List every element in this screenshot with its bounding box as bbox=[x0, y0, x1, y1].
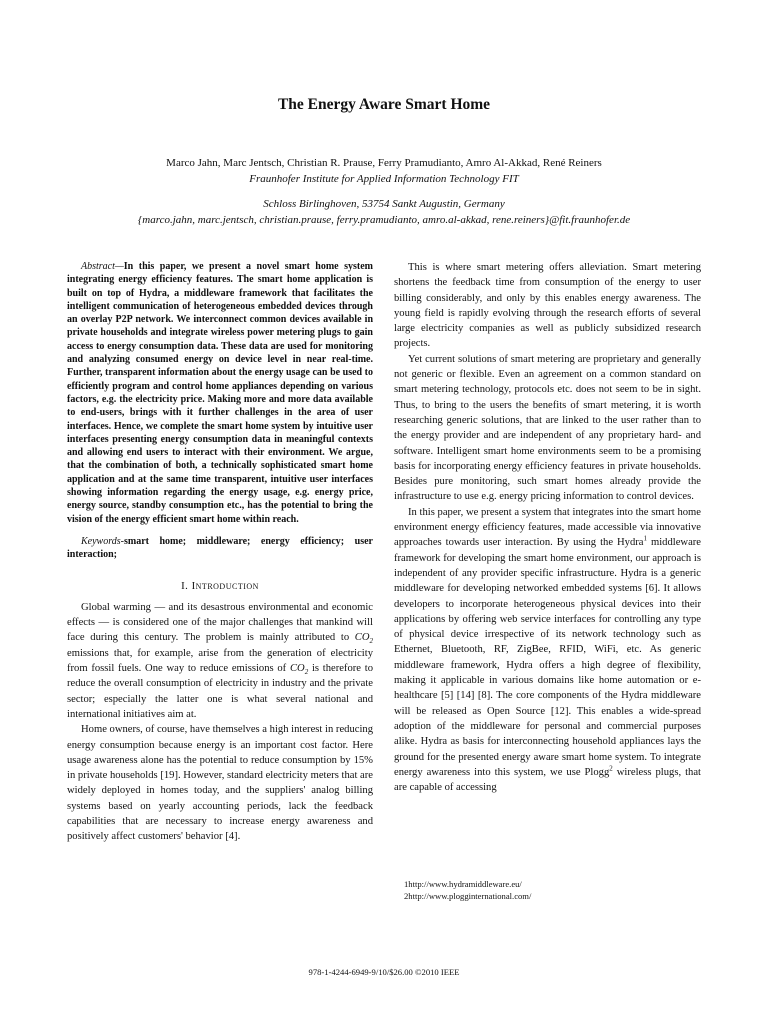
right-paragraph-3 bbox=[394, 505, 701, 796]
keywords bbox=[67, 535, 373, 562]
postal-address: Schloss Birlinghoven, 53754 Sankt Augustin, Germany bbox=[263, 198, 505, 210]
section-heading-introduction bbox=[67, 579, 373, 594]
formula-text: CO bbox=[354, 632, 370, 644]
abstract bbox=[67, 260, 373, 526]
paragraph-text: emissions that, for example, arise from the generation of electricity from fossil fuels. One way to reduce emissions of bbox=[67, 647, 373, 675]
paragraph-text: In this paper, we present a system that integrates into the smart home environment energy efficiency features, made accessible via innovative approaches towards user interaction. By using the Hydra bbox=[394, 506, 701, 549]
co2-formula bbox=[289, 663, 309, 677]
formula-text: CO bbox=[289, 663, 305, 675]
left-column bbox=[67, 260, 373, 845]
formula-subscript: 2 bbox=[304, 668, 309, 677]
address-block bbox=[0, 196, 768, 228]
paragraph-text: wireless plugs, that are capable of accessing bbox=[394, 766, 701, 794]
copyright-footer: 978-1-4244-6949-9/10/$26.00 ©2010 IEEE bbox=[308, 967, 460, 977]
section-title: Introduction bbox=[191, 579, 259, 592]
footnote-1: 1http://www.hydramiddleware.eu/ bbox=[404, 879, 522, 889]
footnotes bbox=[404, 878, 531, 902]
abstract-lead: Abstract— bbox=[81, 261, 124, 272]
keywords-lead: Keywords- bbox=[81, 535, 124, 547]
paragraph-text: is therefore to reduce the overall consumption of electricity in industry and the private sector; especially the latter one is what several national and international initiatives aim at. bbox=[67, 663, 373, 720]
keywords-text: smart home; middleware; energy efficiency; user interaction; bbox=[67, 535, 373, 561]
paper-title: The Energy Aware Smart Home bbox=[277, 96, 491, 113]
paragraph-text: middleware framework for developing the smart home environment, our approach is independent of any provider specific infrastructure. Hydra is a generic middleware for developing networked embedded systems [6]. It allows developers to incorporate heterogeneous physical devices into their applications by offering web service interfaces for controlling any type of physical device irrespective of its network technology such as Ethernet, Bluetooth, RF, ZigBee, RFID, WiFi, etc. As generic middleware framework, Hydra offers a high degree of flexibility, making it applicable in various domains like home automation or e-healthcare [5] [14] [8]. The core components of the Hydra middleware will be released as Open Source [12]. This enables a wide-spread adoption of the middleware for personal and commercial purposes alike. Hydra as basis for interconnecting household appliances lays the ground for the presented energy aware smart home system. To integrate energy awareness into this system, we use Plogg bbox=[394, 537, 702, 778]
intro-paragraph-1 bbox=[67, 600, 373, 722]
right-column bbox=[394, 260, 701, 795]
abstract-text: In this paper, we present a novel smart home system integrating energy efficiency features. The smart home application is built on top of Hydra, a middleware framework that facilitates the intelligent communication of heterogeneous embedded devices through an overlay P2P network. We interconnect common devices available in private households and integrate wireless power metering plugs to gain access to energy consumption data. These data are used for monitoring and analyzing consumed energy on device level in near real-time. Further, transparent information about the energy usage can be used to efficiently program and control home appliances depending on various factors, e.g. the electricity price. Making more and more data available to end-users, brings with it further challenges in the area of user interfaces. Hence, we complete the smart home system by intuitive user interfaces presenting energy consumption data in meaningful contexts and allowing end users to interact with their environment. We argue, that the combination of both, a technically sophisticated smart home application and at the same time transparent, intuitive user interfaces showing information regarding the energy usage, e.g. energy price, energy source, standby consumption etc., has the potential to bring the vision of the energy efficient smart home within reach. bbox=[67, 261, 373, 525]
footnote-mark: 1 bbox=[643, 534, 647, 543]
paragraph-text: Global warming — and its desastrous environmental and economic effects — is considered one of the major challenges that mankind will face during this century. The problem is mainly attributed to bbox=[67, 601, 373, 644]
affiliation: Fraunhofer Institute for Applied Information Technology FIT bbox=[249, 173, 519, 185]
right-paragraph-2: Yet current solutions of smart metering are proprietary and generally not generic or flexible. Even an agreement on a common standard on smart metering technology, protocols etc. does not seem to be in sight. Thus, to bring to the users the benefits of smart metering, it is worth researching generic solutions, that are linked to the user rather than to the energy provider and are independent of any proprietary hard- and software. Intelligent smart home environments seem to be a promising basis for incorporating energy efficiency features in private households. Besides pure monitoring, such smart homes already provide the infrastructure to use e.g. energy pricing information to control devices. bbox=[394, 353, 701, 503]
footnote-2: 2http://www.plogginternational.com/ bbox=[404, 891, 532, 901]
right-paragraph-1: This is where smart metering offers alleviation. Smart metering shortens the feedback time from consumption of the energy to user billing considerably, and only by this enables energy awareness. The young field is rapidly evolving through the research efforts of several large electricity companies as well as publicly subsidized research projects. bbox=[394, 262, 701, 350]
formula-subscript: 2 bbox=[369, 637, 373, 646]
co2-formula bbox=[354, 632, 373, 646]
author-list: Marco Jahn, Marc Jentsch, Christian R. Prause, Ferry Pramudianto, Amro Al-Akkad, René Reiners bbox=[166, 157, 602, 169]
author-block bbox=[0, 155, 768, 187]
footnote-mark: 2 bbox=[609, 764, 613, 773]
section-number: I. bbox=[181, 579, 189, 592]
intro-paragraph-2: Home owners, of course, have themselves a high interest in reducing energy consumption because energy is an important cost factor. Here usage awareness alone has the potential to reduce consumption by 15% in private households [19]. However, standard electricity meters that are widely deployed in homes today, and the suppliers' analog billing systems based on yearly accounting periods, lack the feedback capabilities that are necessary to increase energy awareness and positively affect customers' behavior [4]. bbox=[67, 724, 373, 843]
email-list: {marco.jahn, marc.jentsch, christian.prause, ferry.pramudianto, amro.al-akkad, rene.reiners}@fit.fraunhofer.de bbox=[137, 214, 631, 226]
